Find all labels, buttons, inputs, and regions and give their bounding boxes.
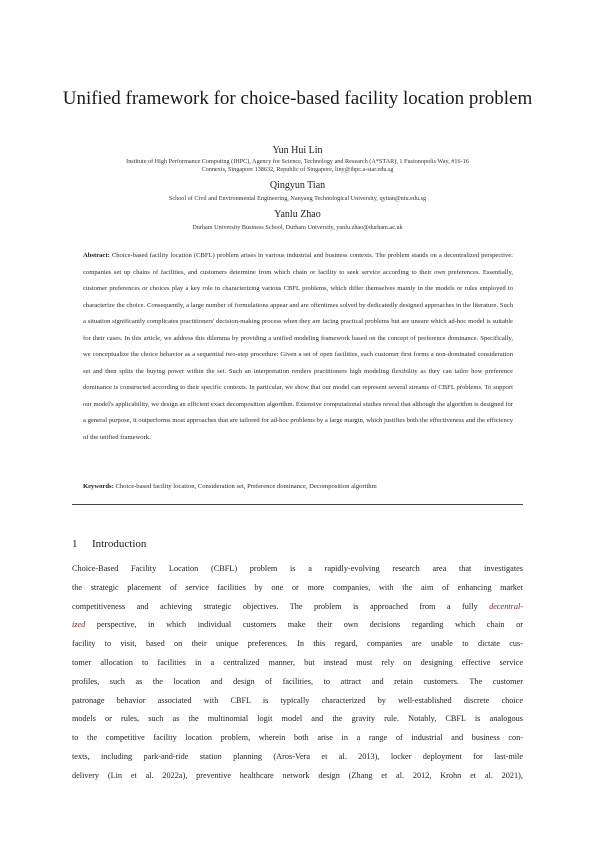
intro-text: competitiveness and achieving strategic objectives. The problem is approached from a fully xyxy=(72,601,490,611)
intro-text: tomer allocation to facilities in a centralized manner, but instead must rely on designing effective service xyxy=(72,657,523,667)
intro-line xyxy=(72,710,523,729)
abstract-text: Choice-based facility location (CBFL) problem arises in various industrial and business contexts. The problem stands on a decentralized perspective: companies set up chains of facilities, and customers determine from which chain or facility to seek service according to their own preferences. Essentially, customer preferences or choices play a key role in characterizing various CBFL problems, which differ themselves mainly in the models or rules employed to characterize the choice. Consequently, a large number of formulations appear and are oftentimes solved by dedicatedly designed approaches in the literature. Such a situation significantly complicates practitioners' decision-making process when they are facing practical problems but are unsure which ad-hoc model is suitable for their cases. In this article, we address this dilemma by providing a unified modeling framework based on the concept of preference dominance. Specifically, we conceptualize the choice behavior as a sequential two-step procedure: Given a set of open facilities, each customer first forms a non-dominated consideration set and then splits the buying power within the set. Such an interpretation renders practitioners high modeling flexibility as they can tailor how preference dominance is constructed according to their specific contexts. In particular, we show that our model can represent several streams of CBFL problems. To support our model's applicability, we design an efficient exact decomposition algorithm. Extensive computational studies reveal that although the algorithm is designed for a general purpose, it outperforms most approaches that are tailored for ad-hoc problems by a large margin, which justifies both the effectiveness and the efficiency of the unified framework. xyxy=(83,252,513,441)
author-affiliation-1b: Connexis, Singapore 138632, Republic of Singapore, liny@ihpc.a-star.edu.sg xyxy=(201,166,394,173)
author-name-2: Qingyun Tian xyxy=(269,180,326,191)
intro-line xyxy=(72,729,523,748)
intro-text: perspective, in which individual customers make their own decisions regarding which chain or xyxy=(85,620,523,630)
intro-line xyxy=(72,767,523,786)
intro-line xyxy=(72,560,523,579)
intro-paragraph xyxy=(72,560,523,786)
keywords-label: Keywords: xyxy=(83,483,114,490)
keywords xyxy=(83,482,513,492)
intro-text: Choice-Based Facility Location (CBFL) problem is a rapidly-evolving research area that investigates xyxy=(72,564,523,573)
intro-text: to the competitive facility location problem, wherein both arise in a range of industrial and business con- xyxy=(72,733,523,743)
intro-text: facility to visit, based on their unique preferences. In this regard, companies are unable to dictate cus- xyxy=(72,639,523,649)
author-name-1: Yun Hui Lin xyxy=(272,145,323,156)
section-heading xyxy=(72,537,146,551)
author-affiliation-2: School of Civil and Environmental Engineering, Nanyang Technological University, qytian@ntu.edu.sg xyxy=(168,195,427,202)
intro-line xyxy=(72,616,523,635)
author-name-3: Yanlu Zhao xyxy=(274,209,321,220)
intro-text: texts, including park-and-ride station planning (Aros-Vera et al. 2013), locker deployment for last-mile xyxy=(72,751,523,761)
keywords-text: Choice-based facility location, Consideration set, Preference dominance, Decomposition algorithm xyxy=(115,483,377,490)
intro-line xyxy=(72,654,523,673)
intro-text: delivery (Lin et al. 2022a), preventive healthcare network design (Zhang et al. 2012, Krohn et al. 2021), xyxy=(72,770,523,780)
abstract-divider xyxy=(72,504,523,505)
author-affiliation-1a: Institute of High Performance Computing (IHPC), Agency for Science, Technology and Research (A*STAR), 1 Fusionopolis Way, #16-16 xyxy=(126,158,469,165)
intro-text: patronage behavior associated with CBFL is typically characterized by well-established discrete choice xyxy=(72,695,523,705)
paper-title: Unified framework for choice-based facility location problem xyxy=(62,88,533,109)
intro-text: the strategic placement of service facilities by one or more companies, with the aim of enhancing market xyxy=(72,582,523,592)
intro-line xyxy=(72,748,523,767)
emphasis-text: ized xyxy=(72,620,86,630)
intro-line xyxy=(72,692,523,711)
intro-text: profiles, such as the location and design of facilities, to attract and retain customers. The customer xyxy=(72,676,523,686)
author-affiliation-3: Durham University Business School, Durham University, yanlu.zhao@durham.ac.uk xyxy=(192,224,403,231)
intro-line xyxy=(72,673,523,692)
intro-line xyxy=(72,579,523,598)
emphasis-text: decentral- xyxy=(489,601,523,611)
abstract-label: Abstract: xyxy=(83,252,110,259)
abstract xyxy=(83,248,513,446)
intro-text: models or rules, such as the multinomial logit model and the gravity rule. Notably, CBFL is analogous xyxy=(72,714,523,724)
section-title: Introduction xyxy=(92,538,147,550)
intro-line xyxy=(72,635,523,654)
section-number: 1 xyxy=(72,538,78,550)
intro-line xyxy=(72,598,523,617)
